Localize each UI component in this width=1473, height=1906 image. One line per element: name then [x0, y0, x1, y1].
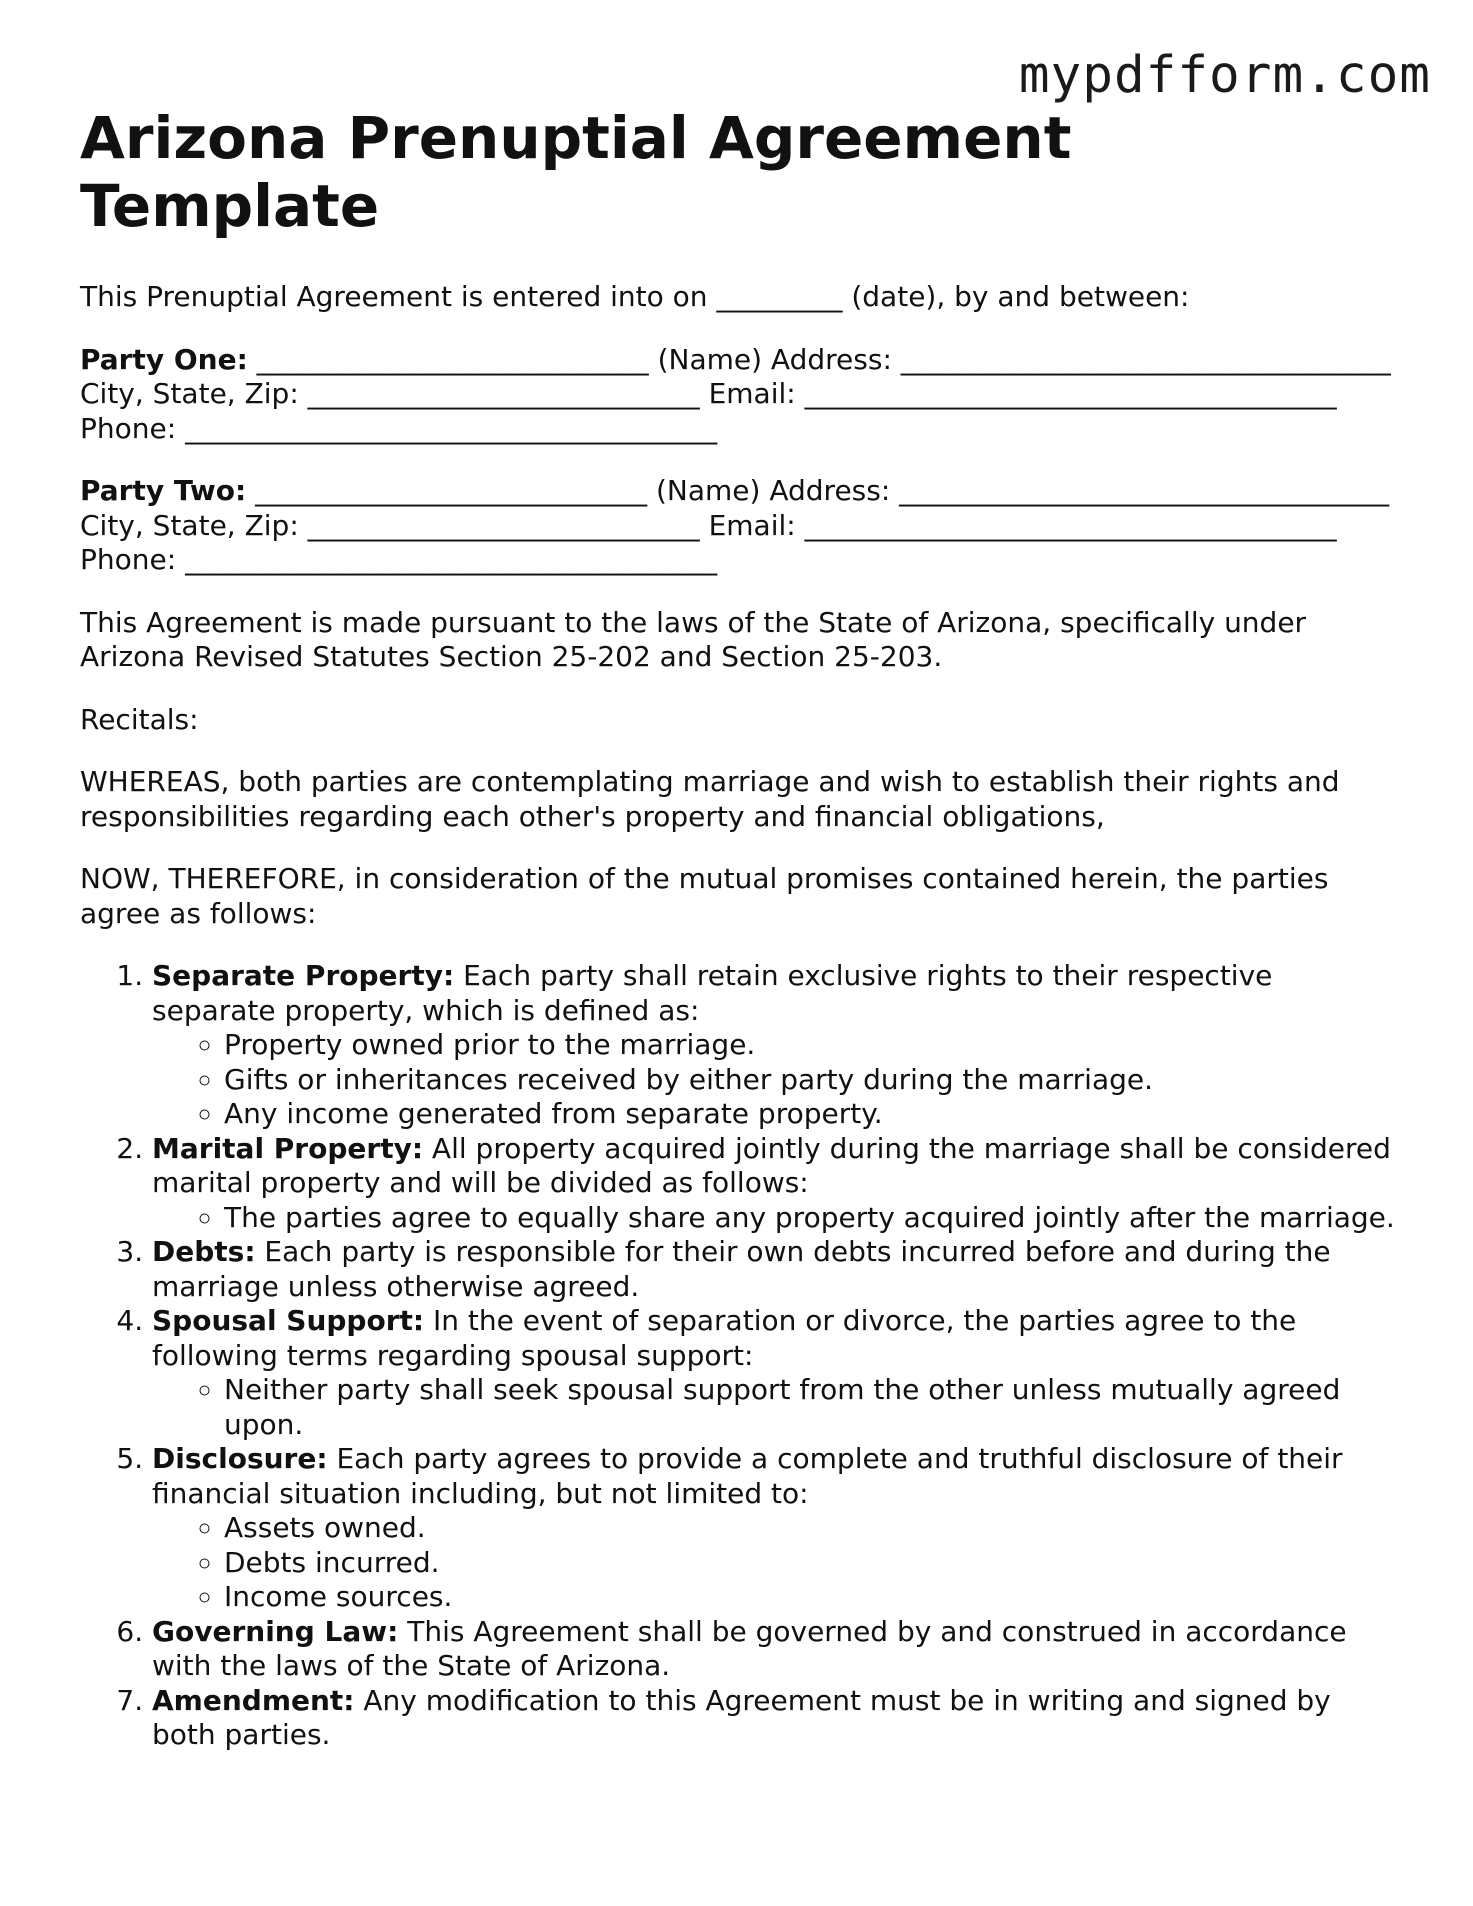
term-sublist: [152, 1373, 1400, 1442]
party-one-paragraph: [80, 343, 1400, 447]
terms-list: [80, 959, 1400, 1753]
term-label: Spousal Support:: [152, 1304, 425, 1337]
document-page: [80, 104, 1400, 1753]
sublist-item: ◦ Gifts or inheritances received by either party during the marriage.: [224, 1063, 1400, 1098]
sublist-item: ◦ The parties agree to equally share any property acquired jointly after the marriage.: [224, 1201, 1400, 1236]
party-one-block: [80, 343, 1400, 447]
sublist-item: ◦ Assets owned.: [224, 1511, 1400, 1546]
document-title: Arizona Prenuptial Agreement Template: [80, 104, 1072, 240]
sublist-item: ◦ Income sources.: [224, 1580, 1400, 1615]
term-text: Each party agrees to provide a complete and truthful disclosure of their financial situation including, but not limited to:: [152, 1442, 1343, 1510]
term-sublist: [152, 1028, 1400, 1132]
term-item: [152, 1304, 1400, 1442]
party-two-label: Party Two:: [80, 474, 247, 507]
party-one-details: ____________________________ (Name) Address: ___________________________________ City, State, Zip: ____________________________ Email: ______________________________________ Phone: ______________________________________: [80, 342, 1391, 445]
term-text: Each party is responsible for their own debts incurred before and during the marriage unless otherwise agreed.: [152, 1235, 1331, 1303]
term-item: [152, 1235, 1400, 1304]
term-label: Disclosure:: [152, 1442, 328, 1475]
term-label: Governing Law:: [152, 1614, 399, 1648]
party-two-details: ____________________________ (Name) Address: ___________________________________ City, State, Zip: ____________________________ Email: ______________________________________ Phone: ______________________________________: [80, 474, 1390, 576]
term-item: [152, 1615, 1400, 1684]
term-label: Separate Property:: [152, 959, 455, 992]
term-text: Any modification to this Agreement must be in writing and signed by both parties.: [152, 1683, 1331, 1751]
intro-paragraph: This Prenuptial Agreement is entered into on _________ (date), by and between:: [80, 280, 1190, 313]
sublist-item: ◦ Debts incurred.: [224, 1546, 1400, 1581]
sublist-item: ◦ Neither party shall seek spousal support from the other unless mutually agreed upon.: [224, 1373, 1400, 1442]
site-watermark: mypdfform.com: [1018, 46, 1431, 105]
sublist-item: ◦ Any income generated from separate property.: [224, 1097, 1400, 1132]
term-label: Debts:: [152, 1235, 256, 1268]
party-two-paragraph: [80, 474, 1400, 578]
pursuant-paragraph: This Agreement is made pursuant to the laws of the State of Arizona, specifically under Arizona Revised Statutes Section 25-202 and Section 25-203.: [80, 605, 1307, 673]
term-label: Marital Property:: [152, 1131, 424, 1165]
term-text: Each party shall retain exclusive rights to their respective separate property, which is defined as:: [152, 959, 1273, 1027]
term-item: [152, 959, 1400, 1132]
term-label: Amendment:: [152, 1683, 355, 1717]
term-text: All property acquired jointly during the marriage shall be considered marital property and will be divided as follows:: [152, 1131, 1391, 1199]
whereas-paragraph: WHEREAS, both parties are contemplating marriage and wish to establish their rights and responsibilities regarding each other's property and financial obligations,: [80, 765, 1340, 833]
term-text: This Agreement shall be governed by and construed in accordance with the laws of the State of Arizona.: [152, 1614, 1347, 1682]
recitals-heading: Recitals:: [80, 702, 199, 736]
party-one-label: Party One:: [80, 342, 248, 376]
term-item: [152, 1132, 1400, 1236]
term-item: [152, 1442, 1400, 1615]
term-sublist: [152, 1511, 1400, 1615]
term-item: [152, 1684, 1400, 1753]
term-sublist: [152, 1201, 1400, 1236]
term-text: In the event of separation or divorce, the parties agree to the following terms regarding spousal support:: [152, 1304, 1297, 1372]
sublist-item: ◦ Property owned prior to the marriage.: [224, 1028, 1400, 1063]
party-two-block: [80, 474, 1400, 578]
therefore-paragraph: NOW, THEREFORE, in consideration of the mutual promises contained herein, the parties agree as follows:: [80, 862, 1329, 930]
